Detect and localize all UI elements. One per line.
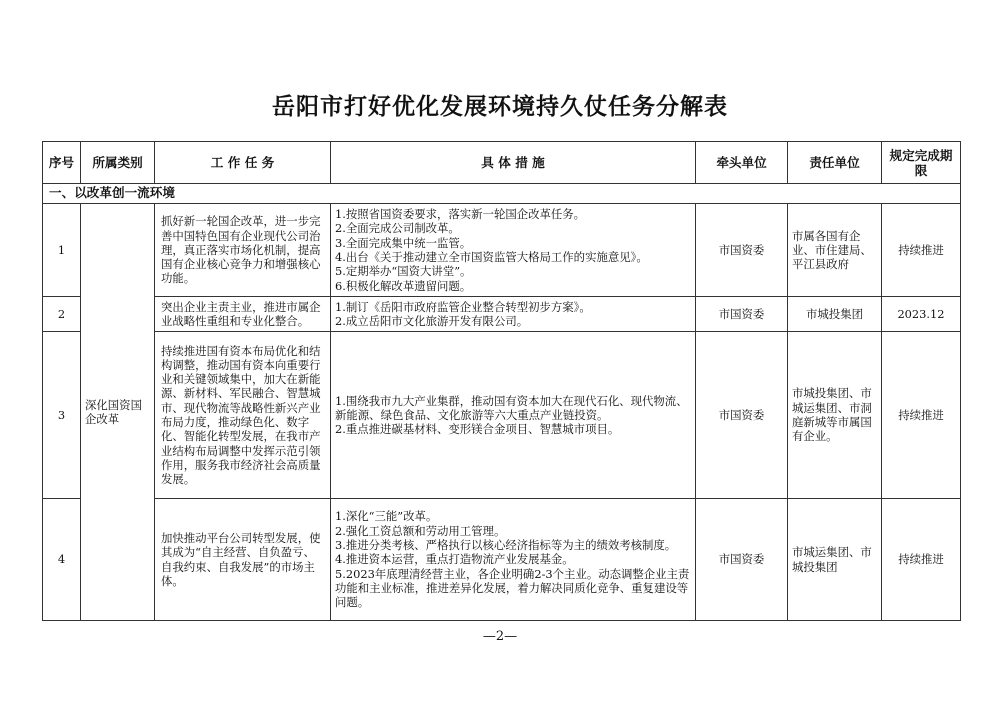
row-responsible: 市属各国有企业、市住建局、平江县政府 xyxy=(788,204,882,297)
header-responsible: 责任单位 xyxy=(788,142,882,184)
row-lead: 市国资委 xyxy=(696,204,788,297)
row-responsible: 市城投集团 xyxy=(788,297,882,332)
header-lead: 牵头单位 xyxy=(696,142,788,184)
measure-item: 1.制订《岳阳市政府监管企业整合转型初步方案》。 xyxy=(335,299,591,314)
measure-item: 4.推进资本运营，重点打造物流产业发展基金。 xyxy=(335,552,574,567)
row-measures xyxy=(331,204,696,297)
header-row xyxy=(43,142,961,184)
measure-item: 4.出台《关于推动建立全市国资监管大格局工作的实施意见》。 xyxy=(335,250,648,264)
row-task: 加快推动平台公司转型发展，使其成为“自主经营、自负盈亏、自我约束、自我发展”的市场主体。 xyxy=(155,499,331,621)
measure-item: 2.重点推进碳基材料、变形镁合金项目、智慧城市项目。 xyxy=(335,422,620,437)
measure-item: 1.按照省国资委要求，落实新一轮国企改革任务。 xyxy=(335,207,586,222)
table-row xyxy=(43,499,961,621)
row-seq: 3 xyxy=(43,332,81,499)
row-responsible: 市城投集团、市城运集团、市洞庭新城等市属国有企业。 xyxy=(788,332,882,499)
table-row xyxy=(43,297,961,332)
row-seq: 2 xyxy=(43,297,81,332)
row-seq: 4 xyxy=(43,499,81,621)
measure-item: 1.深化“三能”改革。 xyxy=(335,509,438,524)
row-task: 突出企业主责主业，推进市属企业战略性重组和专业化整合。 xyxy=(155,297,331,332)
row-deadline: 2023.12 xyxy=(882,297,961,332)
row-lead: 市国资委 xyxy=(696,332,788,499)
category-cell: 深化国资国企改革 xyxy=(81,204,155,621)
header-task: 工 作 任 务 xyxy=(155,142,331,184)
row-responsible: 市城运集团、市城投集团 xyxy=(788,499,882,621)
page-title: 岳阳市打好优化发展环境持久仗任务分解表 xyxy=(272,93,728,120)
row-measures xyxy=(331,499,696,621)
row-deadline: 持续推进 xyxy=(882,499,961,621)
measure-item: 2.全面完成公司制改革。 xyxy=(335,221,460,236)
header-measures: 具 体 措 施 xyxy=(331,142,696,184)
row-lead: 市国资委 xyxy=(696,499,788,621)
table-row xyxy=(43,332,961,499)
measure-item: 3.推进分类考核、严格执行以核心经济指标等为主的绩效考核制度。 xyxy=(335,538,677,553)
page-number: —2— xyxy=(482,629,518,644)
header-deadline: 规定完成期限 xyxy=(882,142,961,184)
row-deadline: 持续推进 xyxy=(882,332,961,499)
row-seq: 1 xyxy=(43,204,81,297)
header-category: 所属类别 xyxy=(81,142,155,184)
row-task: 抓好新一轮国企改革，进一步完善中国特色国有企业现代公司治理，真正落实市场化机制，提高国有企业核心竞争力和增强核心功能。 xyxy=(155,204,331,297)
row-task: 持续推进国有资本布局优化和结构调整，推动国有资本向重要行业和关键领域集中，加大在新能源、新材料、军民融合、智慧城市、现代物流等战略性新兴产业布局力度，推动绿色化、数字化、智能化转型发展，在我市产业结构布局调整中发挥示范引领作用，服务我市经济社会高质量发展。 xyxy=(155,332,331,499)
header-seq: 序号 xyxy=(43,142,81,184)
row-measures xyxy=(331,332,696,499)
section-row xyxy=(43,184,961,204)
task-table xyxy=(42,141,961,621)
measure-item: 2.成立岳阳市文化旅游开发有限公司。 xyxy=(335,314,529,328)
row-deadline: 持续推进 xyxy=(882,204,961,297)
measure-item: 3.全面完成集中统一监管。 xyxy=(335,235,472,250)
measure-item: 5.2023年底理清经营主业，各企业明确2-3个主业。动态调整企业主责功能和主业标准，推进差异化发展，着力解决同质化竞争、重复建设等问题。 xyxy=(335,566,690,610)
row-measures xyxy=(331,297,696,332)
row-lead: 市国资委 xyxy=(696,297,788,332)
measure-item: 6.积极化解改革遗留问题。 xyxy=(335,278,472,293)
table-row xyxy=(43,204,961,297)
measure-item: 5.定期举办“国资大讲堂”。 xyxy=(335,264,472,279)
section-title: 一、以改革创一流环境 xyxy=(43,184,961,204)
measure-item: 2.强化工资总额和劳动用工管理。 xyxy=(335,523,506,538)
measure-item: 1.围绕我市九大产业集群，推动国有资本加大在现代石化、现代物流、新能源、绿色食品、文化旅游等六大重点产业链投资。 xyxy=(335,393,688,422)
